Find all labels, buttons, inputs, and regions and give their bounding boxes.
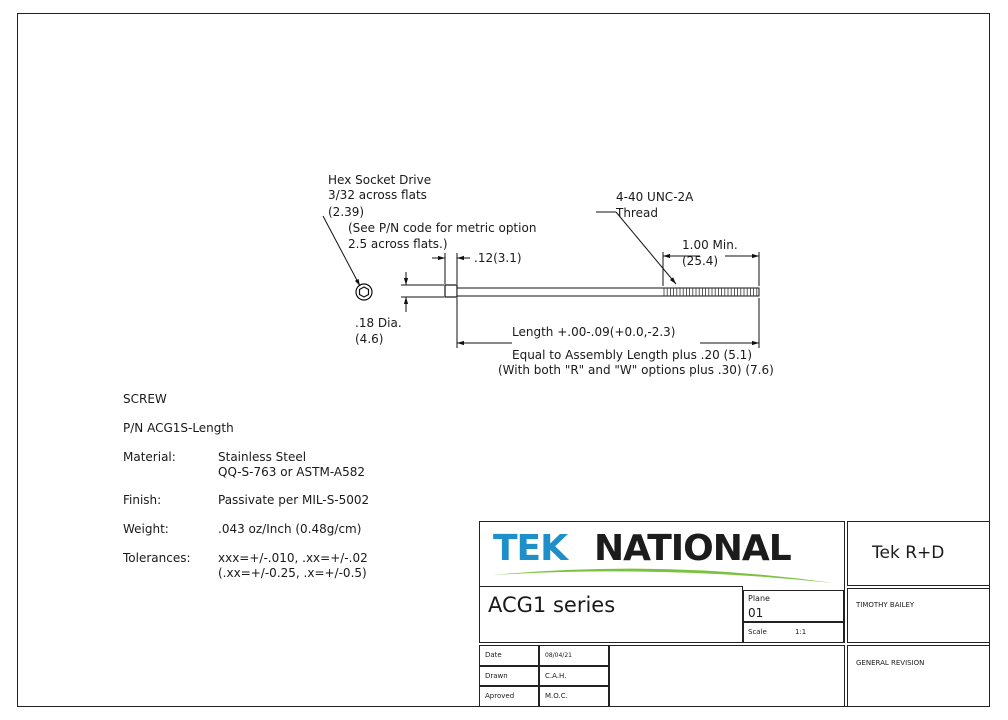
spec-title: SCREW [123, 392, 167, 406]
plane-value: 01 [748, 606, 764, 620]
thread-note-line2: Thread [616, 206, 658, 220]
date-label: Date [485, 651, 502, 659]
finish-label: Finish: [123, 493, 162, 507]
engineer-cell [847, 588, 990, 643]
revision-text: GENERAL REVISION [856, 659, 925, 667]
logo-national: NATIONAL [594, 528, 791, 569]
diameter-dimension [401, 272, 444, 312]
engineer-name: TIMOTHY BAILEY [856, 601, 915, 609]
length-label: Length +.00-.09(+0.0,-2.3) [512, 325, 676, 339]
hex-note-line5: 2.5 across flats.) [348, 237, 448, 251]
hex-note-line2: 3/32 across flats [328, 188, 427, 202]
scale-label: Scale [748, 628, 767, 636]
tolerances-value-2: (.xx=+/-0.25, .x=+/-0.5) [218, 566, 367, 580]
head-length-dimension [432, 253, 470, 284]
plane-label: Plane [748, 594, 770, 603]
length-dimension [457, 298, 759, 348]
drawn-value: C.A.H. [545, 672, 567, 680]
tolerances-label: Tolerances: [123, 551, 191, 565]
date-value: 08/04/21 [545, 652, 572, 659]
hex-note-line1: Hex Socket Drive [328, 173, 432, 187]
weight-label: Weight: [123, 522, 169, 536]
approved-label: Aproved [485, 692, 515, 700]
hex-note-line4: (See P/N code for metric option [348, 221, 537, 235]
material-label: Material: [123, 450, 176, 464]
length-note-line1: Equal to Assembly Length plus .20 (5.1) [512, 348, 752, 362]
revision-cell [847, 645, 990, 707]
approved-value: M.O.C. [545, 692, 568, 700]
thread-min-line1: 1.00 Min. [682, 238, 738, 252]
material-value-2: QQ-S-763 or ASTM-A582 [218, 465, 365, 479]
finish-value: Passivate per MIL-S-5002 [218, 493, 370, 507]
thread-min-line2: (25.4) [682, 254, 719, 268]
hex-socket-end-view [356, 284, 372, 300]
company-logo [483, 525, 843, 585]
thread-note-line1: 4-40 UNC-2A [616, 190, 694, 204]
thread-leader-arrow [616, 212, 676, 284]
scale-value: 1:1 [795, 628, 807, 636]
material-value-1: Stainless Steel [218, 450, 307, 464]
weight-value: .043 oz/Inch (0.48g/cm) [218, 522, 362, 536]
approval-notes-cell [609, 645, 845, 707]
drawn-label: Drawn [485, 672, 508, 680]
tolerances-value-1: xxx=+/-.010, .xx=+/-.02 [218, 551, 368, 565]
company-name: Tek R+D [872, 543, 945, 563]
screw-shaft [457, 288, 759, 296]
screw-head [445, 285, 457, 297]
head-length-label: .12(3.1) [474, 251, 522, 265]
diameter-line2: (4.6) [355, 332, 384, 346]
spec-part-number: P/N ACG1S-Length [123, 421, 234, 435]
diameter-line1: .18 Dia. [355, 316, 402, 330]
logo-tek: TEK [493, 528, 568, 569]
length-note-line2: (With both "R" and "W" options plus .30) (7.6) [498, 363, 774, 377]
hex-note-line3: (2.39) [328, 205, 365, 219]
series-name: ACG1 series [488, 593, 616, 617]
